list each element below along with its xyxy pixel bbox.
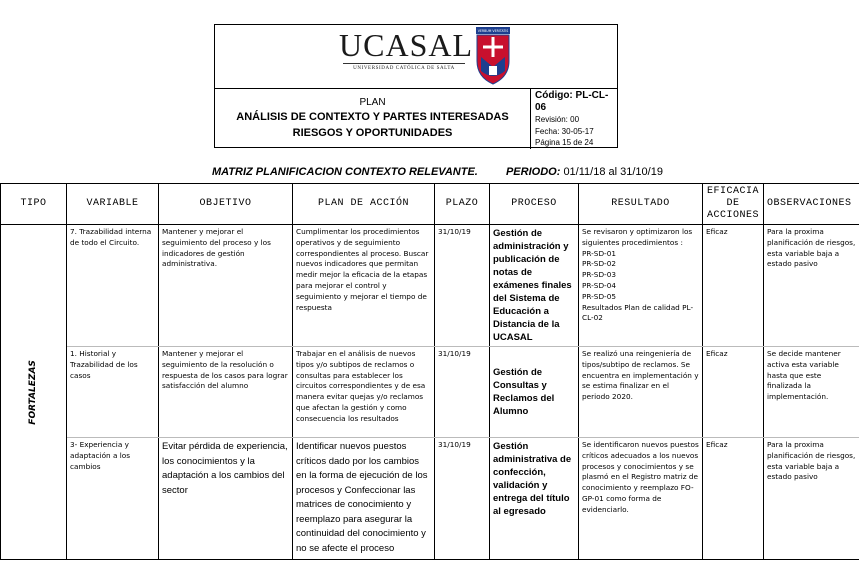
document-revision: Revisión: 00 xyxy=(535,115,580,124)
resultado-item: PR-SD-02 xyxy=(582,259,616,269)
document-code: Código: PL-CL-06 xyxy=(535,90,609,113)
cell-variable: 7. Trazabilidad interna de todo el Circuito. xyxy=(67,225,159,347)
table-row xyxy=(1,438,859,560)
header-eficacia-line-3: ACCIONES xyxy=(706,210,759,221)
cell-proceso: Gestión de administración y publicación de notas de exámenes finales del Sistema de Educación a Distancia de la UCASAL xyxy=(490,225,579,347)
resultado-item: PR-SD-01 xyxy=(582,248,616,258)
table-row xyxy=(1,347,859,438)
header-plazo: PLAZO xyxy=(435,184,490,225)
cell-proceso: Gestión administrativa de confección, validación y entrega del título al egresado xyxy=(490,438,579,560)
tipo-label: FORTALEZAS xyxy=(28,359,39,425)
matrix-subtitle xyxy=(212,166,663,178)
university-crest-icon xyxy=(475,27,511,85)
resultado-outro: Resultados Plan de calidad PL-CL-02 xyxy=(582,302,694,323)
plan-label: PLAN xyxy=(359,97,386,108)
cell-plazo: 31/10/19 xyxy=(435,438,490,560)
cell-observaciones: Para la proxima planificación de riesgos, esta variable baja a estado pasivo xyxy=(764,438,859,560)
header-objetivo: OBJETIVO xyxy=(159,184,293,225)
cell-variable: 1. Historial y Trazabilidad de los casos xyxy=(67,347,159,438)
cell-objetivo: Evitar pérdida de experiencia, los conocimientos y la adaptación a los cambios del sector xyxy=(159,438,293,560)
period-value: 01/11/18 al 31/10/19 xyxy=(563,166,663,178)
cell-plazo: 31/10/19 xyxy=(435,225,490,347)
header-vertical-divider xyxy=(530,88,531,149)
table-header-row xyxy=(1,184,859,225)
header-proceso: PROCESO xyxy=(490,184,579,225)
document-date: Fecha: 30-05-17 xyxy=(535,126,594,136)
cell-resultado: Se realizó una reingeniería de tipos/subtipo de reclamos. Se encuentra en implementación y se estima finalizar en el periodo 2020. xyxy=(579,347,703,438)
cell-resultado: Se identificaron nuevos puestos críticos adecuados a los nuevos procesos y conocimientos y se plasmó en el Registro matriz de conocimiento y reemplazo FO-GP-01 como forma de evidenciarlo. xyxy=(579,438,703,560)
header-tipo: TIPO xyxy=(1,184,67,225)
document-header xyxy=(214,24,618,148)
plan-title xyxy=(215,109,530,141)
tipo-cell xyxy=(1,225,67,560)
cell-resultado xyxy=(579,225,703,347)
cell-plazo: 31/10/19 xyxy=(435,347,490,438)
header-observaciones: OBSERVACIONES xyxy=(764,184,859,225)
cell-objetivo: Mantener y mejorar el seguimiento de la resolución o respuesta de los casos para lograr satisfacción del alumno xyxy=(159,347,293,438)
cell-eficacia: Eficaz xyxy=(703,438,764,560)
document-page: Página 15 de 24 xyxy=(535,138,594,147)
cell-eficacia: Eficaz xyxy=(703,347,764,438)
cell-observaciones: Para la proxima planificación de riesgos, esta variable baja a estado pasivo xyxy=(764,225,859,347)
resultado-item: PR-SD-04 xyxy=(582,280,616,290)
resultado-item: PR-SD-05 xyxy=(582,291,616,301)
header-variable: VARIABLE xyxy=(67,184,159,225)
cell-objetivo: Mantener y mejorar el seguimiento del proceso y los indicadores de gestión administrativa. xyxy=(159,225,293,347)
header-eficacia-line-1: EFICACIA xyxy=(706,186,759,197)
header-divider xyxy=(215,88,617,89)
cell-variable: 3- Experiencia y adaptación a los cambios xyxy=(67,438,159,560)
matrix-title: MATRIZ PLANIFICACION CONTEXTO RELEVANTE. xyxy=(212,166,478,178)
header-eficacia-line-2: DE xyxy=(726,198,740,209)
crest-motto: VERBUM VERITATIS xyxy=(477,29,509,33)
cell-eficacia: Eficaz xyxy=(703,225,764,347)
table-row xyxy=(1,225,859,347)
cell-plan: Identificar nuevos puestos críticos dado por los cambios en la forma de ejecución de los procesos y Confeccionar las matrices de conocimiento y reemplazo para asegurar la continuidad del conocimiento y no se afecte el proceso xyxy=(293,438,435,560)
planning-matrix-table xyxy=(0,183,859,560)
ucasal-logo-subtitle: UNIVERSIDAD CATÓLICA DE SALTA xyxy=(343,63,465,71)
header-eficacia xyxy=(703,184,764,225)
plan-title-line-2: RIESGOS Y OPORTUNIDADES xyxy=(292,127,453,139)
document-code-box xyxy=(535,90,617,149)
cell-plan: Cumplimentar los procedimientos operativos y de seguimiento correspondientes al proceso. Buscar nuevos indicadores que permitan medir mejor la eficacia de la etapas para mejorar el control y seguimiento y mejorar el tiempo de respuesta xyxy=(293,225,435,347)
resultado-intro: Se revisaron y optimizaron los siguientes procedimientos : xyxy=(582,227,693,247)
ucasal-logo-text: UCASAL xyxy=(339,27,474,63)
cell-proceso: Gestión de Consultas y Reclamos del Alumno xyxy=(490,347,579,438)
resultado-item: PR-SD-03 xyxy=(582,270,616,280)
header-plan: PLAN DE ACCIÓN xyxy=(293,184,435,225)
cell-plan: Trabajar en el análisis de nuevos tipos y/o subtipos de reclamos o consultas para establecer los circuitos correspondientes y de esa manera evitar quejas y/o reclamos que afectan la gestión y como consecuencia los resultados xyxy=(293,347,435,438)
plan-title-line-1: ANÁLISIS DE CONTEXTO Y PARTES INTERESADAS xyxy=(236,111,509,123)
header-resultado: RESULTADO xyxy=(579,184,703,225)
period-label: PERIODO: xyxy=(505,166,561,178)
cell-observaciones: Se decide mantener activa esta variable hasta que este finalizada la implementación. xyxy=(764,347,859,438)
